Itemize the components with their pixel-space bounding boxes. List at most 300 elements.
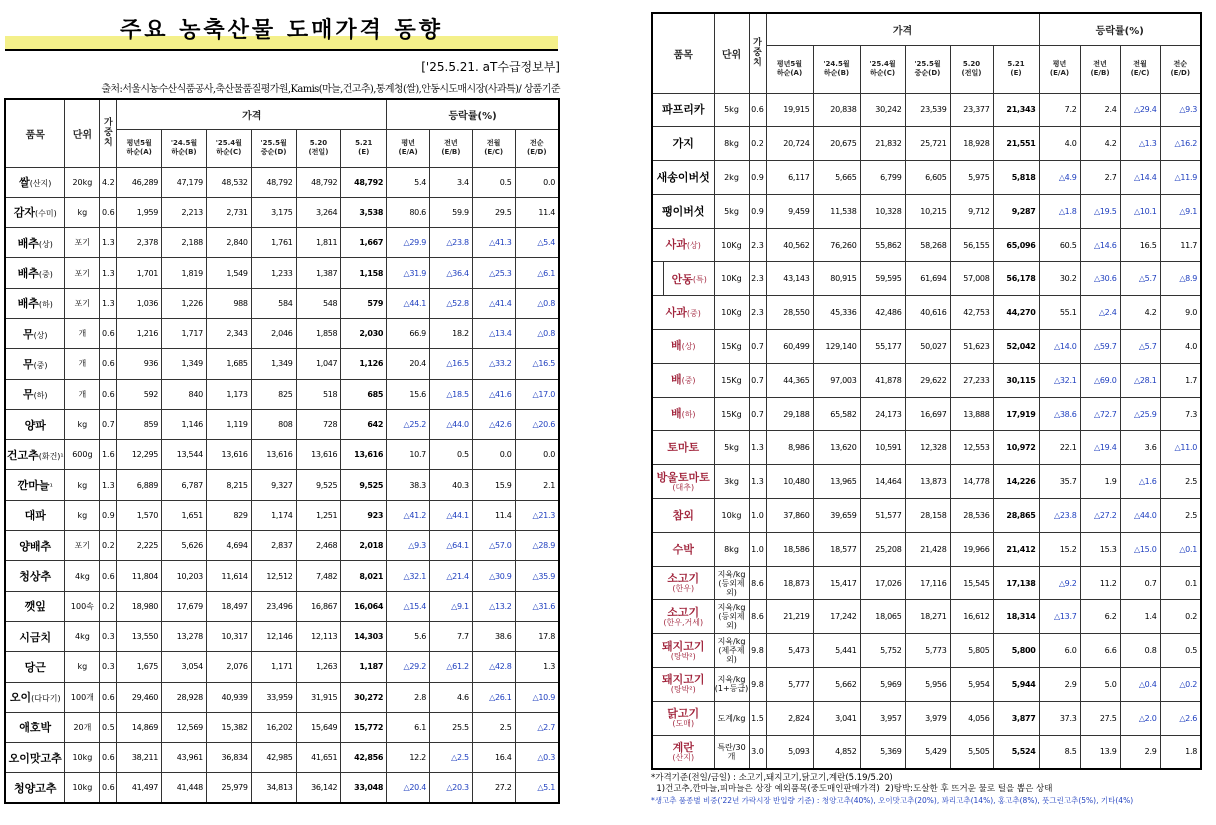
- table-cell-value: 728: [296, 409, 341, 439]
- item-name: 청상추: [5, 561, 65, 591]
- page-title: 주요 농축산물 도매가격 동향: [119, 18, 443, 43]
- table-cell-value: 21,343: [993, 93, 1039, 127]
- table-cell-value: 6.6: [1080, 634, 1120, 668]
- table-cell-value: △9.3: [1160, 93, 1201, 127]
- table-cell-value: 28,928: [162, 682, 207, 712]
- header-price-col-l2: 하순(A): [126, 148, 152, 156]
- table-cell-value: △15.0: [1120, 532, 1160, 566]
- table-cell-value: 18,928: [950, 127, 993, 161]
- table-cell-value: 11.7: [1160, 228, 1201, 262]
- table-row: [652, 465, 1201, 499]
- table-cell-value: 42,486: [860, 296, 905, 330]
- table-cell-value: △17.0: [515, 379, 559, 409]
- item-subname: (한우): [672, 584, 695, 594]
- item-name: 배(상): [652, 330, 714, 364]
- header-price-col-l2: 하순(B): [823, 69, 850, 77]
- item-unit-line: 15Kg: [721, 409, 742, 419]
- header-change: 등락률(%): [387, 99, 559, 129]
- table-cell-value: 55,177: [860, 330, 905, 364]
- table-cell-value: 42,753: [950, 296, 993, 330]
- item-name: 돼지고기 (탕박²): [652, 634, 714, 668]
- table-cell-value: △69.0: [1080, 363, 1120, 397]
- table-cell-value: 1,675: [117, 652, 162, 682]
- header-price-col: [905, 45, 950, 93]
- item-name: 새송이버섯: [652, 161, 714, 195]
- table-cell-value: 12,328: [905, 431, 950, 465]
- table-row: [652, 93, 1201, 127]
- table-cell-value: 14,869: [117, 712, 162, 742]
- table-cell-value: 11,804: [117, 561, 162, 591]
- item-weight: 0.5: [100, 712, 117, 742]
- table-cell-value: 22.1: [1039, 431, 1080, 465]
- item-name: 소고기 (한우): [652, 566, 714, 600]
- item-name: [652, 262, 714, 296]
- table-cell-value: 4,056: [950, 701, 993, 735]
- table-cell-value: 1,651: [162, 500, 207, 530]
- table-cell-value: △2.4: [1080, 296, 1120, 330]
- table-cell-value: 15.6: [387, 379, 430, 409]
- table-cell-value: 37,860: [766, 499, 813, 533]
- table-cell-value: 6,787: [162, 470, 207, 500]
- item-unit-line: 8kg: [724, 139, 739, 149]
- table-cell-value: △5.4: [515, 228, 559, 258]
- item-weight: 4.2: [100, 167, 117, 197]
- table-cell-value: 5.6: [387, 621, 430, 651]
- item-unit: 개: [65, 379, 100, 409]
- item-weight: 1.0: [749, 532, 766, 566]
- table-cell-value: 20,675: [813, 127, 860, 161]
- table-cell-value: 48,792: [296, 167, 341, 197]
- header-change-col-l2: (E/A): [1049, 69, 1070, 77]
- table-cell-value: 23,496: [251, 591, 296, 621]
- item-unit: 100개: [65, 682, 100, 712]
- item-unit: 20kg: [65, 167, 100, 197]
- item-name: 오이(다다기): [5, 682, 65, 712]
- table-cell-value: 3,979: [905, 701, 950, 735]
- table-cell-value: 15,649: [296, 712, 341, 742]
- table-cell-value: 988: [206, 288, 251, 318]
- item-name: 배(중): [652, 363, 714, 397]
- table-cell-value: 13,616: [296, 440, 341, 470]
- item-unit-line: 10Kg: [721, 274, 742, 284]
- table-row: [5, 682, 559, 712]
- header-price-col-l1: 평년5월: [126, 139, 152, 147]
- table-cell-value: △5.1: [515, 773, 559, 803]
- table-row: [652, 161, 1201, 195]
- table-cell-value: 2,030: [341, 318, 387, 348]
- right-panel: [651, 12, 1212, 806]
- item-name: 배(하): [652, 397, 714, 431]
- item-unit: kg: [65, 409, 100, 439]
- item-unit-line: 도계/kg: [717, 713, 746, 723]
- table-cell-value: 1,187: [341, 652, 387, 682]
- header-price-col-l1: '24.5월: [823, 60, 850, 68]
- table-cell-value: 7,482: [296, 561, 341, 591]
- table-cell-value: 825: [251, 379, 296, 409]
- header-change-col: [472, 129, 515, 167]
- table-cell-value: 12,553: [950, 431, 993, 465]
- table-cell-value: 592: [117, 379, 162, 409]
- footnote-3: *생고추 품종별 비중('22년 가락시장 반입량 기준) : 청양고추(40%), 오이맛고추(20%), 꽈리고추(14%), 홍고추(8%), 풋그린고추(5%), 기타(4%): [651, 795, 1134, 805]
- header-change-col-l1: 전순: [1173, 60, 1188, 68]
- table-cell-value: 12,113: [296, 621, 341, 651]
- table-cell-value: 37.3: [1039, 701, 1080, 735]
- item-subname: (도매): [672, 719, 695, 729]
- item-weight: 0.2: [749, 127, 766, 161]
- table-cell-value: △19.4: [1080, 431, 1120, 465]
- table-cell-value: 44,270: [993, 296, 1039, 330]
- table-cell-value: 41,448: [162, 773, 207, 803]
- item-unit: [714, 634, 749, 668]
- item-qualifier: (하): [38, 300, 53, 310]
- table-cell-value: 17,919: [993, 397, 1039, 431]
- table-cell-value: 4.0: [1160, 330, 1201, 364]
- table-row: [652, 262, 1201, 296]
- item-unit: [714, 600, 749, 634]
- footnotes: [651, 773, 1212, 806]
- table-row: [5, 318, 559, 348]
- table-cell-value: 80.6: [387, 197, 430, 227]
- table-cell-value: 3,957: [860, 701, 905, 735]
- table-cell-value: 20.4: [387, 349, 430, 379]
- item-unit-line: 지육/kg: [717, 675, 746, 685]
- table-cell-value: 61,694: [905, 262, 950, 296]
- header-price-col-l2: 중순(D): [260, 148, 287, 156]
- item-qualifier: (상): [38, 239, 53, 249]
- table-row: [5, 409, 559, 439]
- table-cell-value: 3,041: [813, 701, 860, 735]
- table-cell-value: 12,295: [117, 440, 162, 470]
- table-cell-value: △36.4: [429, 258, 472, 288]
- table-cell-value: 1,047: [296, 349, 341, 379]
- item-weight: 9.8: [749, 634, 766, 668]
- item-unit: 4kg: [65, 561, 100, 591]
- header-change-col-l1: 전년: [1093, 60, 1107, 68]
- item-weight: 1.3: [100, 258, 117, 288]
- table-cell-value: 0.5: [472, 167, 515, 197]
- item-qualifier: (상): [33, 330, 48, 340]
- table-cell-value: 14,464: [860, 465, 905, 499]
- table-cell-value: 129,140: [813, 330, 860, 364]
- header-change-col-l2: (E/D): [527, 148, 547, 156]
- item-weight: 0.3: [100, 621, 117, 651]
- item-unit-line: (등외제외): [718, 612, 745, 631]
- table-cell-value: 1,036: [117, 288, 162, 318]
- table-cell-value: 29,460: [117, 682, 162, 712]
- table-cell-value: 34,813: [251, 773, 296, 803]
- table-cell-value: 5,662: [813, 668, 860, 702]
- table-cell-value: 10,972: [993, 431, 1039, 465]
- item-unit: 600g: [65, 440, 100, 470]
- header-price-col-l1: '25.4월: [869, 60, 896, 68]
- item-weight: 0.3: [100, 652, 117, 682]
- item-subname: (한우,거세): [663, 617, 704, 627]
- item-unit-line: 2kg: [724, 172, 739, 182]
- table-cell-value: 18,980: [117, 591, 162, 621]
- table-cell-value: △42.8: [472, 652, 515, 682]
- item-unit: 개: [65, 349, 100, 379]
- item-unit: [714, 262, 749, 296]
- item-name-inner: 안동 (특): [663, 262, 714, 296]
- item-weight: 8.6: [749, 600, 766, 634]
- table-cell-value: 20,724: [766, 127, 813, 161]
- header-change-col: [429, 129, 472, 167]
- table-cell-value: 16.4: [472, 743, 515, 773]
- table-cell-value: 4.0: [1039, 127, 1080, 161]
- header-price-col-l2: 하순(C): [869, 69, 896, 77]
- item-unit-line: 10Kg: [721, 240, 742, 250]
- table-cell-value: 15,382: [206, 712, 251, 742]
- header-change-col: [1160, 45, 1201, 93]
- table-cell-value: 1.4: [1120, 600, 1160, 634]
- table-cell-value: △6.1: [515, 258, 559, 288]
- table-cell-value: △13.4: [472, 318, 515, 348]
- item-weight: 0.6: [749, 93, 766, 127]
- table-cell-value: 2,225: [117, 531, 162, 561]
- table-row: [652, 668, 1201, 702]
- table-row: [5, 167, 559, 197]
- table-cell-value: 3,877: [993, 701, 1039, 735]
- table-cell-value: △16.2: [1160, 127, 1201, 161]
- right-price-table: [651, 12, 1202, 770]
- table-cell-value: 21,412: [993, 532, 1039, 566]
- table-cell-value: 29,622: [905, 363, 950, 397]
- item-unit-line: 5kg: [724, 206, 739, 216]
- table-cell-value: △31.6: [515, 591, 559, 621]
- table-cell-value: △25.3: [472, 258, 515, 288]
- header-change-col: [1039, 45, 1080, 93]
- table-cell-value: 5,505: [950, 735, 993, 769]
- table-cell-value: 4,694: [206, 531, 251, 561]
- table-cell-value: 11.2: [1080, 566, 1120, 600]
- table-cell-value: 5,429: [905, 735, 950, 769]
- item-unit-line: 10kg: [721, 510, 742, 520]
- header-price-col-l2: (E): [358, 148, 370, 156]
- table-cell-value: 27.5: [1080, 701, 1120, 735]
- item-qualifier: (중): [33, 360, 48, 370]
- table-cell-value: 1.9: [1080, 465, 1120, 499]
- table-cell-value: 65,582: [813, 397, 860, 431]
- table-cell-value: 579: [341, 288, 387, 318]
- table-cell-value: 42,985: [251, 743, 296, 773]
- table-cell-value: △26.1: [472, 682, 515, 712]
- table-cell-value: △9.1: [429, 591, 472, 621]
- item-unit: [714, 431, 749, 465]
- table-cell-value: 15.3: [1080, 532, 1120, 566]
- table-cell-value: 1,216: [117, 318, 162, 348]
- table-cell-value: 28,158: [905, 499, 950, 533]
- item-qualifier: (산지): [29, 179, 52, 189]
- table-cell-value: 10,328: [860, 194, 905, 228]
- header-price-col: [117, 129, 162, 167]
- table-cell-value: 7.2: [1039, 93, 1080, 127]
- table-cell-value: 60.5: [1039, 228, 1080, 262]
- item-qualifier: (중): [686, 308, 701, 318]
- table-cell-value: 2,213: [162, 197, 207, 227]
- table-cell-value: 31,915: [296, 682, 341, 712]
- item-unit: 포기: [65, 531, 100, 561]
- table-cell-value: 5,773: [905, 634, 950, 668]
- header-price-col-l1: 5.21: [355, 139, 373, 147]
- table-cell-value: 7.3: [1160, 397, 1201, 431]
- item-unit-line: 5kg: [724, 105, 739, 115]
- header-price-col: [766, 45, 813, 93]
- table-cell-value: △14.4: [1120, 161, 1160, 195]
- item-weight: 0.7: [749, 397, 766, 431]
- table-row: [5, 470, 559, 500]
- table-cell-value: 30,272: [341, 682, 387, 712]
- table-cell-value: 10.7: [387, 440, 430, 470]
- table-cell-value: 28,865: [993, 499, 1039, 533]
- item-name: 건고추(화건)¹: [5, 440, 65, 470]
- header-price-col: [860, 45, 905, 93]
- header-change-col-l1: 전순: [530, 139, 544, 147]
- table-cell-value: 5,777: [766, 668, 813, 702]
- header-change: 등락률(%): [1039, 13, 1201, 45]
- item-weight: 2.3: [749, 228, 766, 262]
- header-change-col-l2: (E/C): [1130, 69, 1150, 77]
- table-cell-value: 5,956: [905, 668, 950, 702]
- table-cell-value: 2,343: [206, 318, 251, 348]
- table-cell-value: 35.7: [1039, 465, 1080, 499]
- table-cell-value: 15,545: [950, 566, 993, 600]
- item-unit: kg: [65, 470, 100, 500]
- table-cell-value: 25,979: [206, 773, 251, 803]
- table-cell-value: 12.2: [387, 743, 430, 773]
- table-cell-value: 40,562: [766, 228, 813, 262]
- table-cell-value: 4.6: [429, 682, 472, 712]
- item-name: 사과(중): [652, 296, 714, 330]
- table-cell-value: △25.2: [387, 409, 430, 439]
- table-cell-value: △15.4: [387, 591, 430, 621]
- item-unit: [714, 296, 749, 330]
- table-cell-value: 3,264: [296, 197, 341, 227]
- item-unit-line: 3kg: [724, 477, 739, 487]
- table-cell-value: 15.2: [1039, 532, 1080, 566]
- item-name: 오이맛고추: [5, 743, 65, 773]
- table-cell-value: 41,878: [860, 363, 905, 397]
- header-change-col-l2: (E/D): [1170, 69, 1191, 77]
- item-name: 방울토마토 (대추): [652, 465, 714, 499]
- table-cell-value: 5.4: [387, 167, 430, 197]
- header-price: 가격: [766, 13, 1039, 45]
- table-cell-value: 36,834: [206, 743, 251, 773]
- table-cell-value: 39,659: [813, 499, 860, 533]
- table-cell-value: 13,888: [950, 397, 993, 431]
- table-cell-value: 13,873: [905, 465, 950, 499]
- table-cell-value: △13.7: [1039, 600, 1080, 634]
- table-cell-value: 11,538: [813, 194, 860, 228]
- header-item: 품목: [652, 13, 714, 93]
- table-cell-value: 8,215: [206, 470, 251, 500]
- table-cell-value: 584: [251, 288, 296, 318]
- table-cell-value: 5,665: [813, 161, 860, 195]
- table-cell-value: 1.3: [515, 652, 559, 682]
- table-cell-value: △59.7: [1080, 330, 1120, 364]
- table-cell-value: 2,837: [251, 531, 296, 561]
- header-change-col-l1: 전월: [1133, 60, 1147, 68]
- table-cell-value: 3,175: [251, 197, 296, 227]
- header-price-col-l1: 5.20: [962, 60, 981, 68]
- footnote-2: 1)건고추,깐마늘,피마늘은 상장 예외품목(중도매인판매가격) 2)탕박:도살한 후 뜨거운 물로 털을 뽑은 상태: [651, 783, 1053, 794]
- table-cell-value: 15.9: [472, 470, 515, 500]
- table-cell-value: 840: [162, 379, 207, 409]
- table-cell-value: 60,499: [766, 330, 813, 364]
- table-cell-value: 41,651: [296, 743, 341, 773]
- item-weight: 2.3: [749, 262, 766, 296]
- table-cell-value: 2.7: [1080, 161, 1120, 195]
- item-unit: kg: [65, 197, 100, 227]
- item-weight: 0.6: [100, 379, 117, 409]
- item-name: 계란 (산지): [652, 735, 714, 769]
- item-name: 배추(중): [5, 258, 65, 288]
- table-cell-value: 25,208: [860, 532, 905, 566]
- table-cell-value: △29.9: [387, 228, 430, 258]
- item-unit: [714, 93, 749, 127]
- header-price-col: [950, 45, 993, 93]
- item-weight: 0.7: [749, 363, 766, 397]
- table-cell-value: △19.5: [1080, 194, 1120, 228]
- item-name: 파프리카: [652, 93, 714, 127]
- table-cell-value: △41.3: [472, 228, 515, 258]
- item-unit: [714, 465, 749, 499]
- table-cell-value: △20.3: [429, 773, 472, 803]
- table-row: [652, 397, 1201, 431]
- table-cell-value: △44.1: [387, 288, 430, 318]
- table-cell-value: 57,008: [950, 262, 993, 296]
- table-cell-value: 10,203: [162, 561, 207, 591]
- item-unit: [714, 735, 749, 769]
- table-row: [5, 743, 559, 773]
- item-weight: 0.6: [100, 682, 117, 712]
- table-cell-value: 1,717: [162, 318, 207, 348]
- table-cell-value: 5,954: [950, 668, 993, 702]
- item-unit: 10kg: [65, 743, 100, 773]
- item-name: 쌀(산지): [5, 167, 65, 197]
- table-cell-value: 1,667: [341, 228, 387, 258]
- table-cell-value: 0.8: [1120, 634, 1160, 668]
- table-row: [5, 621, 559, 651]
- table-cell-value: 47,179: [162, 167, 207, 197]
- table-cell-value: 17,138: [993, 566, 1039, 600]
- footnote-1: *가격기준(전일/금일) : 소고기,돼지고기,닭고기,계란(5.19/5.20): [651, 772, 893, 783]
- table-cell-value: 11.4: [472, 500, 515, 530]
- item-qualifier: (수미): [35, 209, 57, 219]
- table-cell-value: 48,792: [251, 167, 296, 197]
- table-cell-value: 48,532: [206, 167, 251, 197]
- table-cell-value: 6,799: [860, 161, 905, 195]
- table-cell-value: 1,549: [206, 258, 251, 288]
- item-unit-line: 8kg: [724, 544, 739, 554]
- item-qualifier: (중): [38, 270, 53, 280]
- table-cell-value: 5,524: [993, 735, 1039, 769]
- table-row: [652, 499, 1201, 533]
- item-unit: kg: [65, 652, 100, 682]
- table-cell-value: 1,126: [341, 349, 387, 379]
- item-weight: 1.6: [100, 440, 117, 470]
- item-qualifier: (화건)¹: [38, 451, 64, 461]
- table-cell-value: 808: [251, 409, 296, 439]
- header-change-col-l2: (E/B): [441, 148, 461, 156]
- header-price-col: [296, 129, 341, 167]
- item-unit-line: (1+등급): [714, 684, 749, 694]
- table-cell-value: 21,551: [993, 127, 1039, 161]
- item-unit: [714, 499, 749, 533]
- item-weight: 0.2: [100, 591, 117, 621]
- item-unit-line: 지육/kg: [717, 603, 746, 613]
- table-cell-value: 15,772: [341, 712, 387, 742]
- table-cell-value: 5,473: [766, 634, 813, 668]
